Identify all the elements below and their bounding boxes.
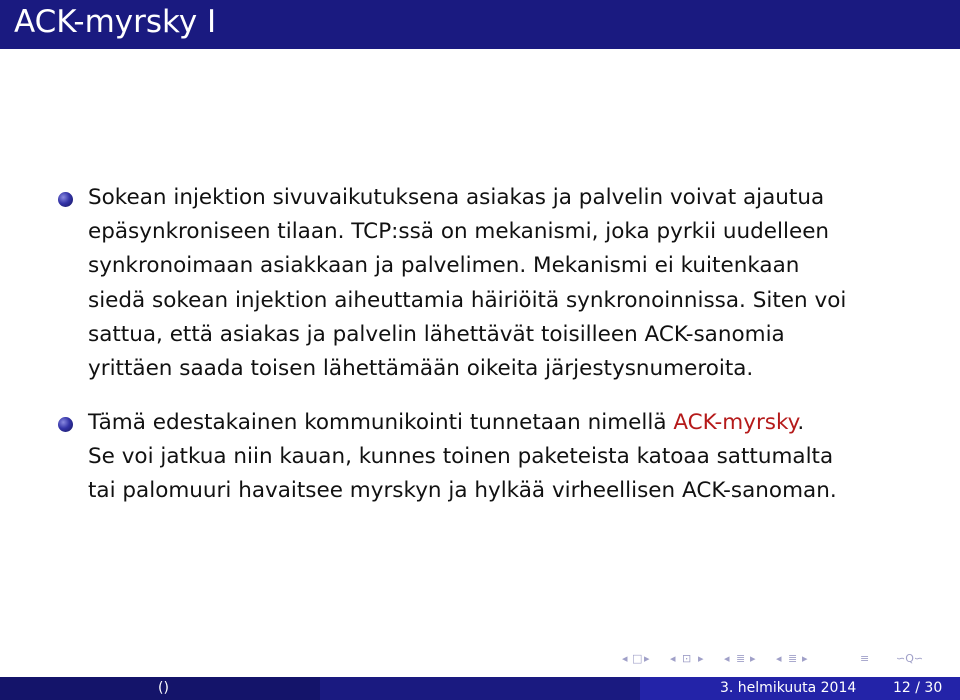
- bullet-1-line-1: Sokean injektion sivuvaikutuksena asiakas ja palvelin voivat ajautua: [88, 185, 825, 210]
- bullet-2-line-1-after: .: [797, 410, 805, 435]
- footer-date: 3. helmikuuta 2014: [720, 680, 857, 696]
- frame-forward-icon[interactable]: ▸: [644, 652, 650, 665]
- bullet-1-line-4: siedä sokean injektion aiheuttamia häiriöitä synkronoinnissa. Siten voi: [88, 287, 847, 313]
- section-icon[interactable]: ≣: [736, 652, 746, 665]
- bullet-text-1: [88, 181, 948, 386]
- footer: [0, 677, 960, 700]
- bullet-2-line-1-before: Tämä edestakainen kommunikointi tunnetaan nimellä: [88, 410, 674, 435]
- bullet-1-line-5: sattua, että asiakas ja palvelin lähettävät toisilleen ACK-sanomia: [88, 321, 785, 347]
- subsection-forward-icon[interactable]: ▸: [698, 652, 704, 665]
- title-bar: [0, 0, 960, 49]
- bullet-1-line-3: synkronoimaan asiakkaan ja palvelimen. Mekanismi ei kuitenkaan: [88, 253, 800, 279]
- search-icon[interactable]: ∽Q∽: [896, 652, 924, 665]
- align-icon[interactable]: ≡: [860, 652, 870, 665]
- document-forward-icon[interactable]: ▸: [802, 652, 808, 665]
- bullet-icon: [58, 192, 73, 207]
- frame-back-icon[interactable]: ◂: [622, 652, 628, 665]
- beamer-navigation: [600, 650, 960, 672]
- bullet-2-line-2: Se voi jatkua niin kauan, kunnes toinen paketeista katoaa sattumalta: [88, 444, 834, 470]
- subsection-icon[interactable]: ⊡: [682, 652, 692, 665]
- document-icon[interactable]: ≣: [788, 652, 798, 665]
- bullet-1-line-2: epäsynkroniseen tilaan. TCP:ssä on mekanismi, joka pyrkii uudelleen: [88, 219, 830, 245]
- bullet-2-line-3: tai palomuuri havaitsee myrskyn ja hylkää virheellisen ACK-sanoman.: [88, 478, 837, 504]
- bullet-icon: [58, 417, 73, 432]
- ack-myrsky-term: ACK-myrsky: [673, 410, 798, 435]
- bullet-text-2: [88, 406, 948, 509]
- footer-page-number: 12 / 30: [893, 680, 943, 696]
- bullet-2-line-1: [88, 406, 948, 440]
- slide-title: ACK-myrsky I: [14, 4, 217, 40]
- section-forward-icon[interactable]: ▸: [750, 652, 756, 665]
- subsection-back-icon[interactable]: ◂: [670, 652, 676, 665]
- footer-author: (): [158, 680, 169, 696]
- bullet-1-line-6: yrittäen saada toisen lähettämään oikeita järjestysnumeroita.: [88, 356, 754, 382]
- section-back-icon[interactable]: ◂: [724, 652, 730, 665]
- frame-icon[interactable]: □: [632, 652, 643, 665]
- document-back-icon[interactable]: ◂: [776, 652, 782, 665]
- footer-middle-panel: [320, 677, 640, 700]
